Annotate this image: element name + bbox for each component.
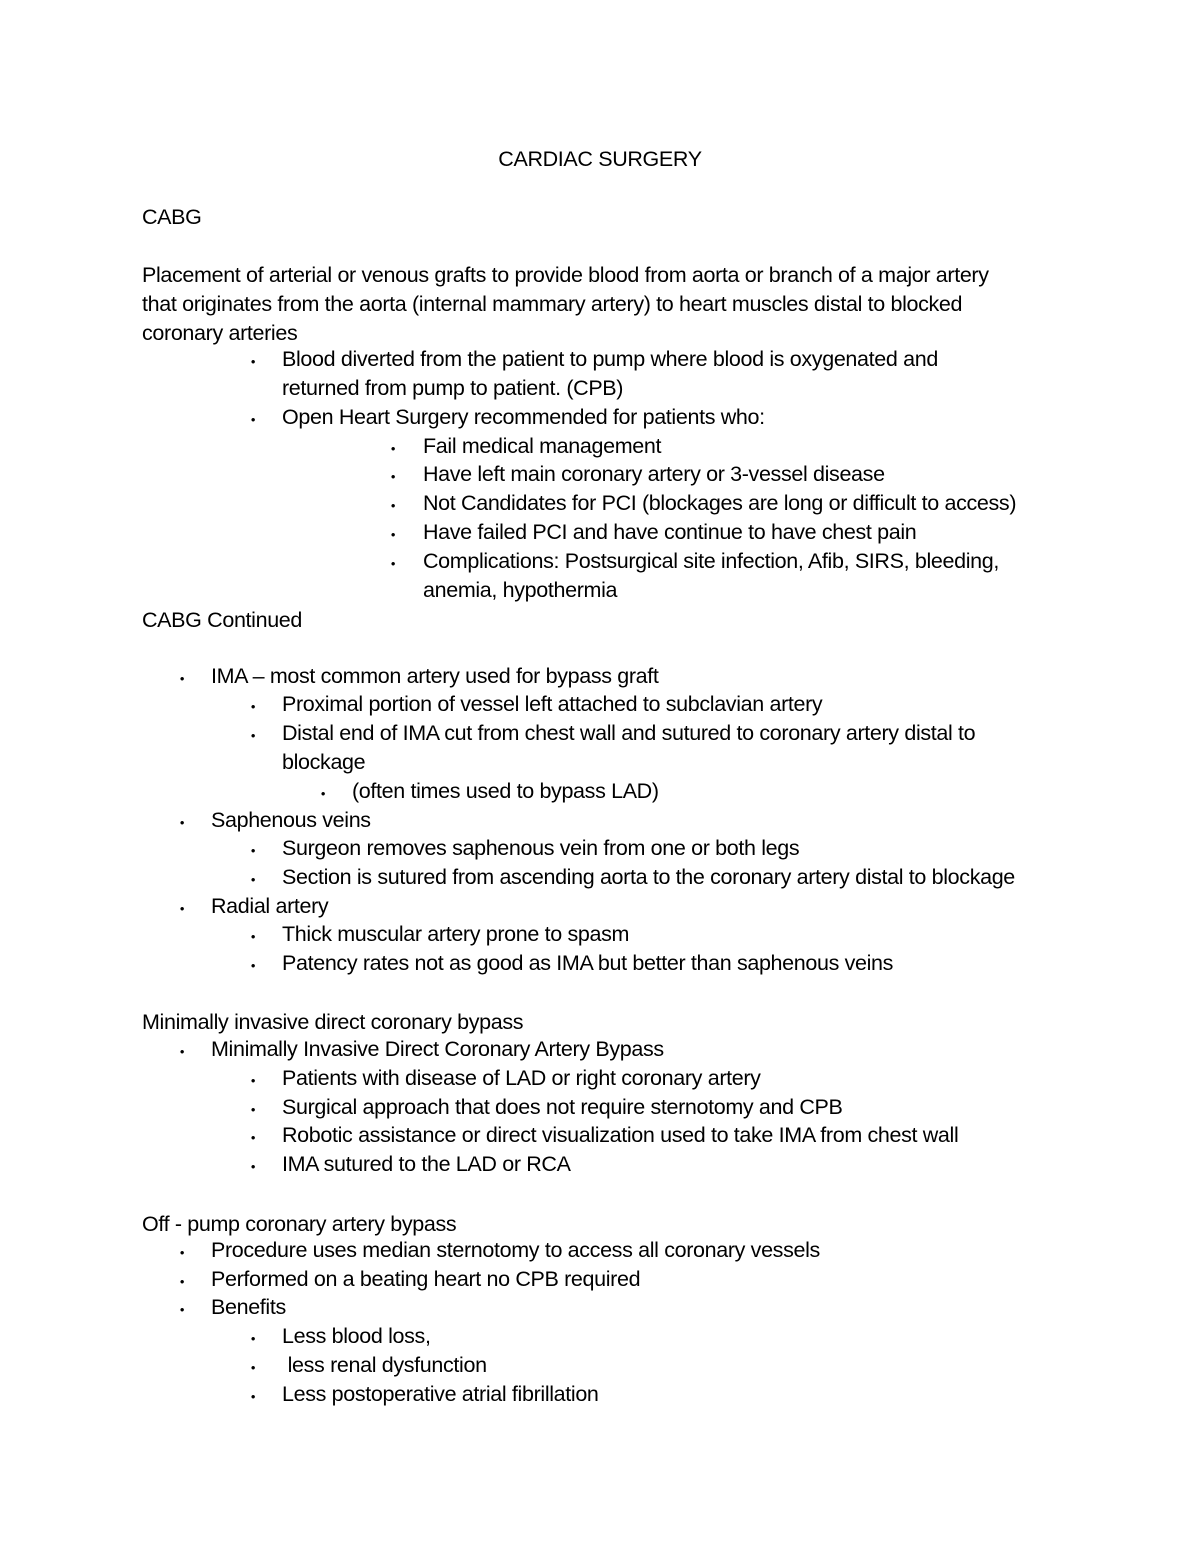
list-item-text: IMA – most common artery used for bypass graft <box>211 664 659 688</box>
list-item <box>0 549 1200 578</box>
list-item <box>0 894 1200 923</box>
section-heading-opcab: Off - pump coronary artery bypass <box>142 1212 457 1236</box>
bullet-icon: • <box>179 1044 185 1059</box>
list-item-text: Thick muscular artery prone to spasm <box>282 922 630 946</box>
bullet-icon: • <box>250 354 256 369</box>
list-item-text: Open Heart Surgery recommended for patients who: <box>282 405 765 429</box>
list-item <box>0 434 1200 463</box>
list-item-text: Saphenous veins <box>211 808 371 832</box>
list-item-text: Performed on a beating heart no CPB required <box>211 1267 641 1291</box>
bullet-icon: • <box>390 527 396 542</box>
list-item-text: Surgeon removes saphenous vein from one or both legs <box>282 836 800 860</box>
bullet-icon: • <box>250 1130 256 1145</box>
list-item <box>0 951 1200 980</box>
bullet-icon: • <box>250 728 256 743</box>
bullet-icon: • <box>250 872 256 887</box>
bullet-icon: • <box>179 671 185 686</box>
bullet-icon: • <box>179 815 185 830</box>
list-item <box>0 1095 1200 1124</box>
list-item <box>0 779 1200 808</box>
list-item <box>0 1382 1200 1411</box>
list-item-text: Benefits <box>211 1295 286 1319</box>
bullet-icon: • <box>390 469 396 484</box>
list-item-text: Less blood loss, <box>282 1324 431 1348</box>
cabg-intro-line: that originates from the aorta (internal mammary artery) to heart muscles distal to blocked <box>142 292 963 316</box>
list-item <box>0 347 1200 376</box>
list-item-text: Procedure uses median sternotomy to access all coronary vessels <box>211 1238 820 1262</box>
bullet-icon: • <box>250 958 256 973</box>
list-item-text: IMA sutured to the LAD or RCA <box>282 1152 571 1176</box>
list-item-text: Not Candidates for PCI (blockages are long or difficult to access) <box>423 491 1017 515</box>
bullet-icon: • <box>250 1073 256 1088</box>
cabg-intro-line: Placement of arterial or venous grafts to provide blood from aorta or branch of a major artery <box>142 263 989 287</box>
bullet-icon: • <box>179 1274 185 1289</box>
bullet-icon: • <box>250 1102 256 1117</box>
list-item-text: Surgical approach that does not require sternotomy and CPB <box>282 1095 843 1119</box>
list-item <box>0 1152 1200 1181</box>
section-heading-midcab: Minimally invasive direct coronary bypass <box>142 1010 524 1034</box>
list-item-text: less renal dysfunction <box>282 1353 487 1377</box>
list-item-text: Have failed PCI and have continue to have chest pain <box>423 520 917 544</box>
bullet-icon: • <box>250 699 256 714</box>
bullet-icon: • <box>250 1389 256 1404</box>
bullet-icon: • <box>179 1245 185 1260</box>
list-item <box>0 836 1200 865</box>
list-item-text: Robotic assistance or direct visualization used to take IMA from chest wall <box>282 1123 959 1147</box>
bullet-icon: • <box>250 1331 256 1346</box>
list-item-text: Section is sutured from ascending aorta to the coronary artery distal to blockage <box>282 865 1015 889</box>
bullet-icon: • <box>179 901 185 916</box>
list-item-text: Proximal portion of vessel left attached to subclavian artery <box>282 692 823 716</box>
list-item <box>0 721 1200 750</box>
section-heading-cabg-continued: CABG Continued <box>142 608 303 632</box>
bullet-icon: • <box>250 1360 256 1375</box>
list-item-text: returned from pump to patient. (CPB) <box>282 376 624 400</box>
cabg-intro-line: coronary arteries <box>142 321 298 345</box>
list-item <box>0 808 1200 837</box>
list-item <box>0 1066 1200 1095</box>
bullet-icon: • <box>390 556 396 571</box>
bullet-icon: • <box>250 412 256 427</box>
list-item <box>0 1267 1200 1296</box>
list-item-text: Minimally Invasive Direct Coronary Artery Bypass <box>211 1037 664 1061</box>
list-item-text: Patients with disease of LAD or right coronary artery <box>282 1066 761 1090</box>
list-item <box>0 491 1200 520</box>
page-title: CARDIAC SURGERY <box>498 147 702 171</box>
list-item-text: Distal end of IMA cut from chest wall and sutured to coronary artery distal to <box>282 721 976 745</box>
bullet-icon: • <box>390 498 396 513</box>
list-item-text: anemia, hypothermia <box>423 578 618 602</box>
bullet-icon: • <box>250 1159 256 1174</box>
list-item <box>0 405 1200 434</box>
section-heading-cabg: CABG <box>142 205 202 229</box>
list-item <box>0 922 1200 951</box>
list-item <box>0 1123 1200 1152</box>
bullet-icon: • <box>179 1302 185 1317</box>
bullet-icon: • <box>250 843 256 858</box>
list-item <box>0 664 1200 693</box>
list-item-text: Have left main coronary artery or 3-vessel disease <box>423 462 885 486</box>
list-item-text: Fail medical management <box>423 434 662 458</box>
list-item-continuation <box>0 578 1200 607</box>
list-item-text: Radial artery <box>211 894 329 918</box>
list-item <box>0 520 1200 549</box>
list-item <box>0 1295 1200 1324</box>
list-item-text: Patency rates not as good as IMA but better than saphenous veins <box>282 951 894 975</box>
list-item <box>0 1324 1200 1353</box>
list-item <box>0 462 1200 491</box>
list-item <box>0 692 1200 721</box>
list-item-text: (often times used to bypass LAD) <box>352 779 659 803</box>
bullet-icon: • <box>250 929 256 944</box>
list-item <box>0 1353 1200 1382</box>
bullet-icon: • <box>390 441 396 456</box>
list-item <box>0 1037 1200 1066</box>
bullet-icon: • <box>320 786 326 801</box>
list-item-text: Blood diverted from the patient to pump where blood is oxygenated and <box>282 347 938 371</box>
list-item <box>0 1238 1200 1267</box>
list-item-continuation <box>0 376 1200 405</box>
list-item-continuation <box>0 750 1200 779</box>
list-item-text: Less postoperative atrial fibrillation <box>282 1382 599 1406</box>
list-item-text: Complications: Postsurgical site infection, Afib, SIRS, bleeding, <box>423 549 999 573</box>
list-item-text: blockage <box>282 750 366 774</box>
list-item <box>0 865 1200 894</box>
